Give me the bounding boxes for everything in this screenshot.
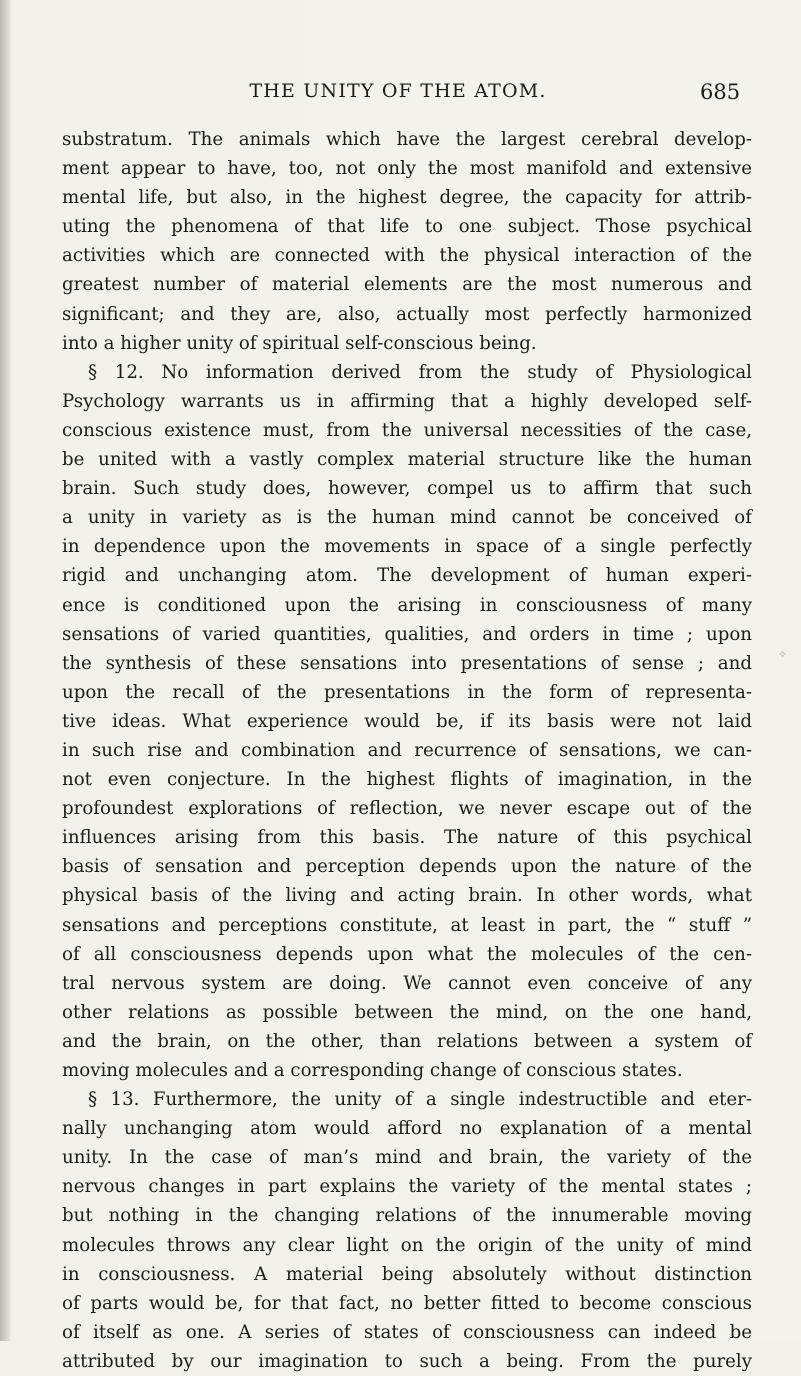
text-line: profoundest explorations of reflection, we never escape out of the <box>62 798 752 820</box>
text-line: attributed by our imagination to such a being. From the purely <box>62 1350 752 1372</box>
text-line: moving molecules and a corresponding change of conscious states. <box>62 1060 683 1081</box>
body-text <box>62 125 752 1376</box>
text-line: other relations as possible between the mind, on the one hand, <box>62 1001 752 1023</box>
text-line: tral nervous system are doing. We cannot even conceive of any <box>62 972 752 994</box>
printing-speck-icon: ✧ <box>778 648 788 661</box>
text-line: a unity in variety as is the human mind cannot be conceived of <box>62 507 752 529</box>
text-line: ence is conditioned upon the arising in consciousness of many <box>62 594 752 616</box>
section-12-start: § 12. No information derived from the study of Physiological <box>88 361 752 383</box>
text-line: physical basis of the living and acting brain. In other words, what <box>62 885 752 907</box>
text-line: Psychology warrants us in affirming that a highly developed self- <box>62 390 752 412</box>
text-line: of all consciousness depends upon what the molecules of the cen- <box>62 943 752 965</box>
text-line: activities which are connected with the physical interaction of the <box>62 245 752 267</box>
text-line: in dependence upon the movements in space of a single perfectly <box>62 536 752 558</box>
text-line: substratum. The animals which have the largest cerebral develop- <box>62 129 752 150</box>
text-line: nally unchanging atom would afford no explanation of a mental <box>62 1118 752 1140</box>
text-line: into a higher unity of spiritual self-conscious being. <box>62 332 537 354</box>
page-header <box>0 80 801 112</box>
text-line: not even conjecture. In the highest flights of imagination, in the <box>62 769 752 791</box>
text-line: conscious existence must, from the universal necessities of the case, <box>62 419 752 441</box>
text-line: tive ideas. What experience would be, if its basis were not laid <box>62 710 752 732</box>
running-head: THE UNITY OF THE ATOM. <box>249 80 547 102</box>
text-line: sensations and perceptions constitute, at least in part, the “ stuff ” <box>62 914 752 936</box>
text-line: be united with a vastly complex material structure like the human <box>62 449 752 471</box>
text-line: significant; and they are, also, actually most perfectly harmonized <box>62 303 752 325</box>
text-line: and the brain, on the other, than relations between a system of <box>62 1030 752 1052</box>
text-line: of itself as one. A series of states of consciousness can indeed be <box>62 1321 752 1343</box>
text-line: unity. In the case of man’s mind and brain, the variety of the <box>62 1147 752 1169</box>
page-number: 685 <box>700 80 741 104</box>
text-line: rigid and unchanging atom. The development of human experi- <box>62 565 752 587</box>
text-line: sensations of varied quantities, qualities, and orders in time ; upon <box>62 623 752 645</box>
text-line: of parts would be, for that fact, no better fitted to become conscious <box>62 1292 752 1314</box>
binding-edge <box>0 0 10 1341</box>
text-line: nervous changes in part explains the variety of the mental states ; <box>62 1176 752 1198</box>
text-line: basis of sensation and perception depends upon the nature of the <box>62 856 752 878</box>
text-line: the synthesis of these sensations into presentations of sense ; and <box>62 652 752 674</box>
text-line: brain. Such study does, however, compel us to affirm that such <box>62 478 752 500</box>
text-line: mental life, but also, in the highest degree, the capacity for attrib- <box>62 187 752 209</box>
text-line: uting the phenomena of that life to one subject. Those psychical <box>62 216 752 238</box>
text-line: in consciousness. A material being absolutely without distinction <box>62 1263 752 1285</box>
text-line: but nothing in the changing relations of the innumerable moving <box>62 1205 752 1227</box>
text-line: influences arising from this basis. The nature of this psychical <box>62 827 752 849</box>
text-line: ment appear to have, too, not only the most manifold and extensive <box>62 158 752 180</box>
text-line: upon the recall of the presentations in the form of representa- <box>62 681 752 703</box>
text-line: molecules throws any clear light on the origin of the unity of mind <box>62 1234 752 1256</box>
section-13-start: § 13. Furthermore, the unity of a single indestructible and eter- <box>88 1089 752 1111</box>
text-line: in such rise and combination and recurrence of sensations, we can- <box>62 739 752 761</box>
text-line: greatest number of material elements are the most numerous and <box>62 274 752 296</box>
